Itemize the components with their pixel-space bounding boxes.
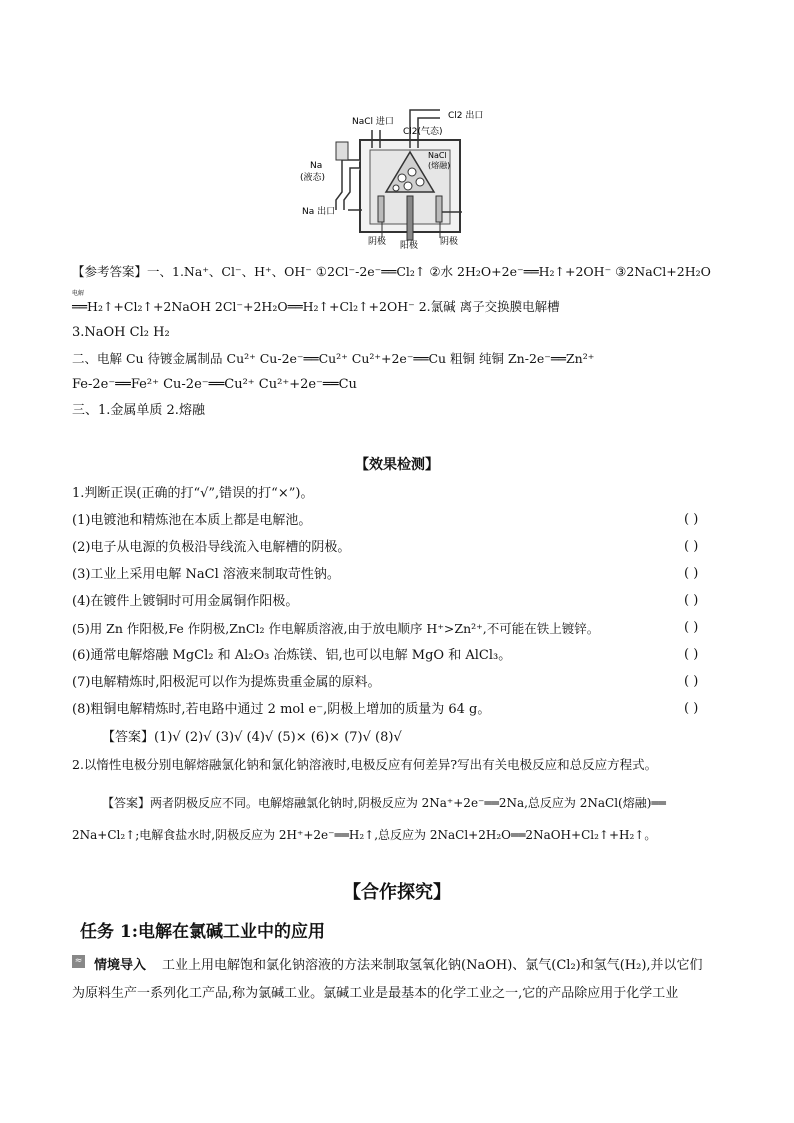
answer-blank: ( ): [684, 566, 699, 581]
judge-item-5: (5)用 Zn 作阳极,Fe 作阴极,ZnCl₂ 作电解质溶液,由于放电顺序 H⁺>Zn²⁺,不可能在铁上镀锌。: [72, 621, 600, 636]
cathode-right-label: 阴极: [440, 237, 459, 247]
judge-item-1: (1)电镀池和精炼池在本质上都是电解池。: [72, 513, 312, 528]
nacl-inlet-label: NaCl 进口: [352, 117, 394, 127]
answer-blank: ( ): [684, 674, 699, 689]
answer-2-line-1: 【答案】两者阴极反应不同。电解熔融氯化钠时,阴极反应为 2Na⁺+2e⁻══2Na,总反应为 2NaCl(熔融)══: [102, 796, 666, 810]
coop-title: 【合作探究】: [343, 882, 451, 903]
electrolysis-cell-diagram: [290, 100, 510, 250]
judge-item-3: (3)工业上采用电解 NaCl 溶液来制取苛性钠。: [72, 567, 340, 582]
answer-line-2: ══H₂↑+Cl₂↑+2NaOH 2Cl⁻+2H₂O══H₂↑+Cl₂↑+2OH⁻ 2.氯碱 离子交换膜电解槽: [72, 299, 560, 314]
judge-item-6: (6)通常电解熔融 MgCl₂ 和 Al₂O₃ 冶炼镁、铝,也可以电解 MgO 和 AlCl₃。: [72, 648, 512, 663]
answer-2-line-2: 2Na+Cl₂↑;电解食盐水时,阴极反应为 2H⁺+2e⁻══H₂↑,总反应为 2NaCl+2H₂O══2NaOH+Cl₂↑+H₂↑。: [72, 828, 657, 842]
na-outlet-label: Na 出口: [302, 207, 336, 217]
judge-item-8: (8)粗铜电解精炼时,若电路中通过 2 mol e⁻,阴极上增加的质量为 64 g。: [72, 702, 491, 717]
na-state-label: (液态): [300, 173, 326, 183]
answer-1: 【答案】(1)√ (2)√ (3)√ (4)√ (5)× (6)× (7)√ (8)√: [102, 730, 402, 745]
scenario-line-1: 工业上用电解饱和氯化钠溶液的方法来制取氢氧化钠(NaOH)、氯气(Cl₂)和氢气(H₂),并以它们: [162, 958, 703, 973]
task-1-heading: 任务 1:电解在氯碱工业中的应用: [80, 922, 326, 942]
answer-blank: ( ): [684, 701, 699, 716]
scenario-icon: ≈: [72, 955, 85, 968]
judge-item-4: (4)在镀件上镀铜时可用金属铜作阳极。: [72, 594, 299, 609]
anode-label: 阳极: [400, 241, 419, 250]
judge-item-2: (2)电子从电源的负极沿导线流入电解槽的阴极。: [72, 540, 351, 555]
answer-blank: ( ): [684, 593, 699, 608]
answer-blank: ( ): [684, 647, 699, 662]
electrolysis-condition-label: 电解: [72, 290, 85, 297]
answer-blank: ( ): [684, 539, 699, 554]
effect-check-title: 【效果检测】: [355, 457, 439, 473]
answer-line-5: Fe-2e⁻══Fe²⁺ Cu-2e⁻══Cu²⁺ Cu²⁺+2e⁻══Cu: [72, 377, 357, 392]
answer-blank: ( ): [684, 620, 699, 635]
cl2-gas-label: Cl2(气态): [403, 127, 443, 137]
scenario-label: 情境导入: [94, 958, 147, 973]
cathode-left-label: 阴极: [368, 237, 387, 247]
question-1: 1.判断正误(正确的打“√”,错误的打“×”)。: [72, 486, 314, 501]
cl2-outlet-label: Cl2 出口: [448, 111, 484, 121]
nacl-melt-label: NaCl: [428, 151, 447, 160]
nacl-melt-state-label: (熔融): [428, 161, 451, 170]
scenario-line-2: 为原料生产一系列化工产品,称为氯碱工业。氯碱工业是最基本的化学工业之一,它的产品除应用于化学工业: [72, 986, 679, 1001]
judge-item-7: (7)电解精炼时,阳极泥可以作为提炼贵重金属的原料。: [72, 675, 381, 690]
na-label: Na: [310, 161, 323, 171]
answer-line-6: 三、1.金属单质 2.熔融: [72, 403, 205, 418]
answer-line-4: 二、电解 Cu 待镀金属制品 Cu²⁺ Cu-2e⁻══Cu²⁺ Cu²⁺+2e⁻══Cu 粗铜 纯铜 Zn-2e⁻══Zn²⁺: [72, 351, 595, 366]
question-2: 2.以惰性电极分别电解熔融氯化钠和氯化钠溶液时,电极反应有何差异?写出有关电极反应和总反应方程式。: [72, 757, 658, 772]
answer-line-1: 【参考答案】一、1.Na⁺、Cl⁻、H⁺、OH⁻ ①2Cl⁻-2e⁻══Cl₂↑ ②水 2H₂O+2e⁻══H₂↑+2OH⁻ ③2NaCl+2H₂O: [72, 264, 711, 279]
answer-blank: ( ): [684, 512, 699, 527]
answer-line-3: 3.NaOH Cl₂ H₂: [72, 325, 170, 340]
